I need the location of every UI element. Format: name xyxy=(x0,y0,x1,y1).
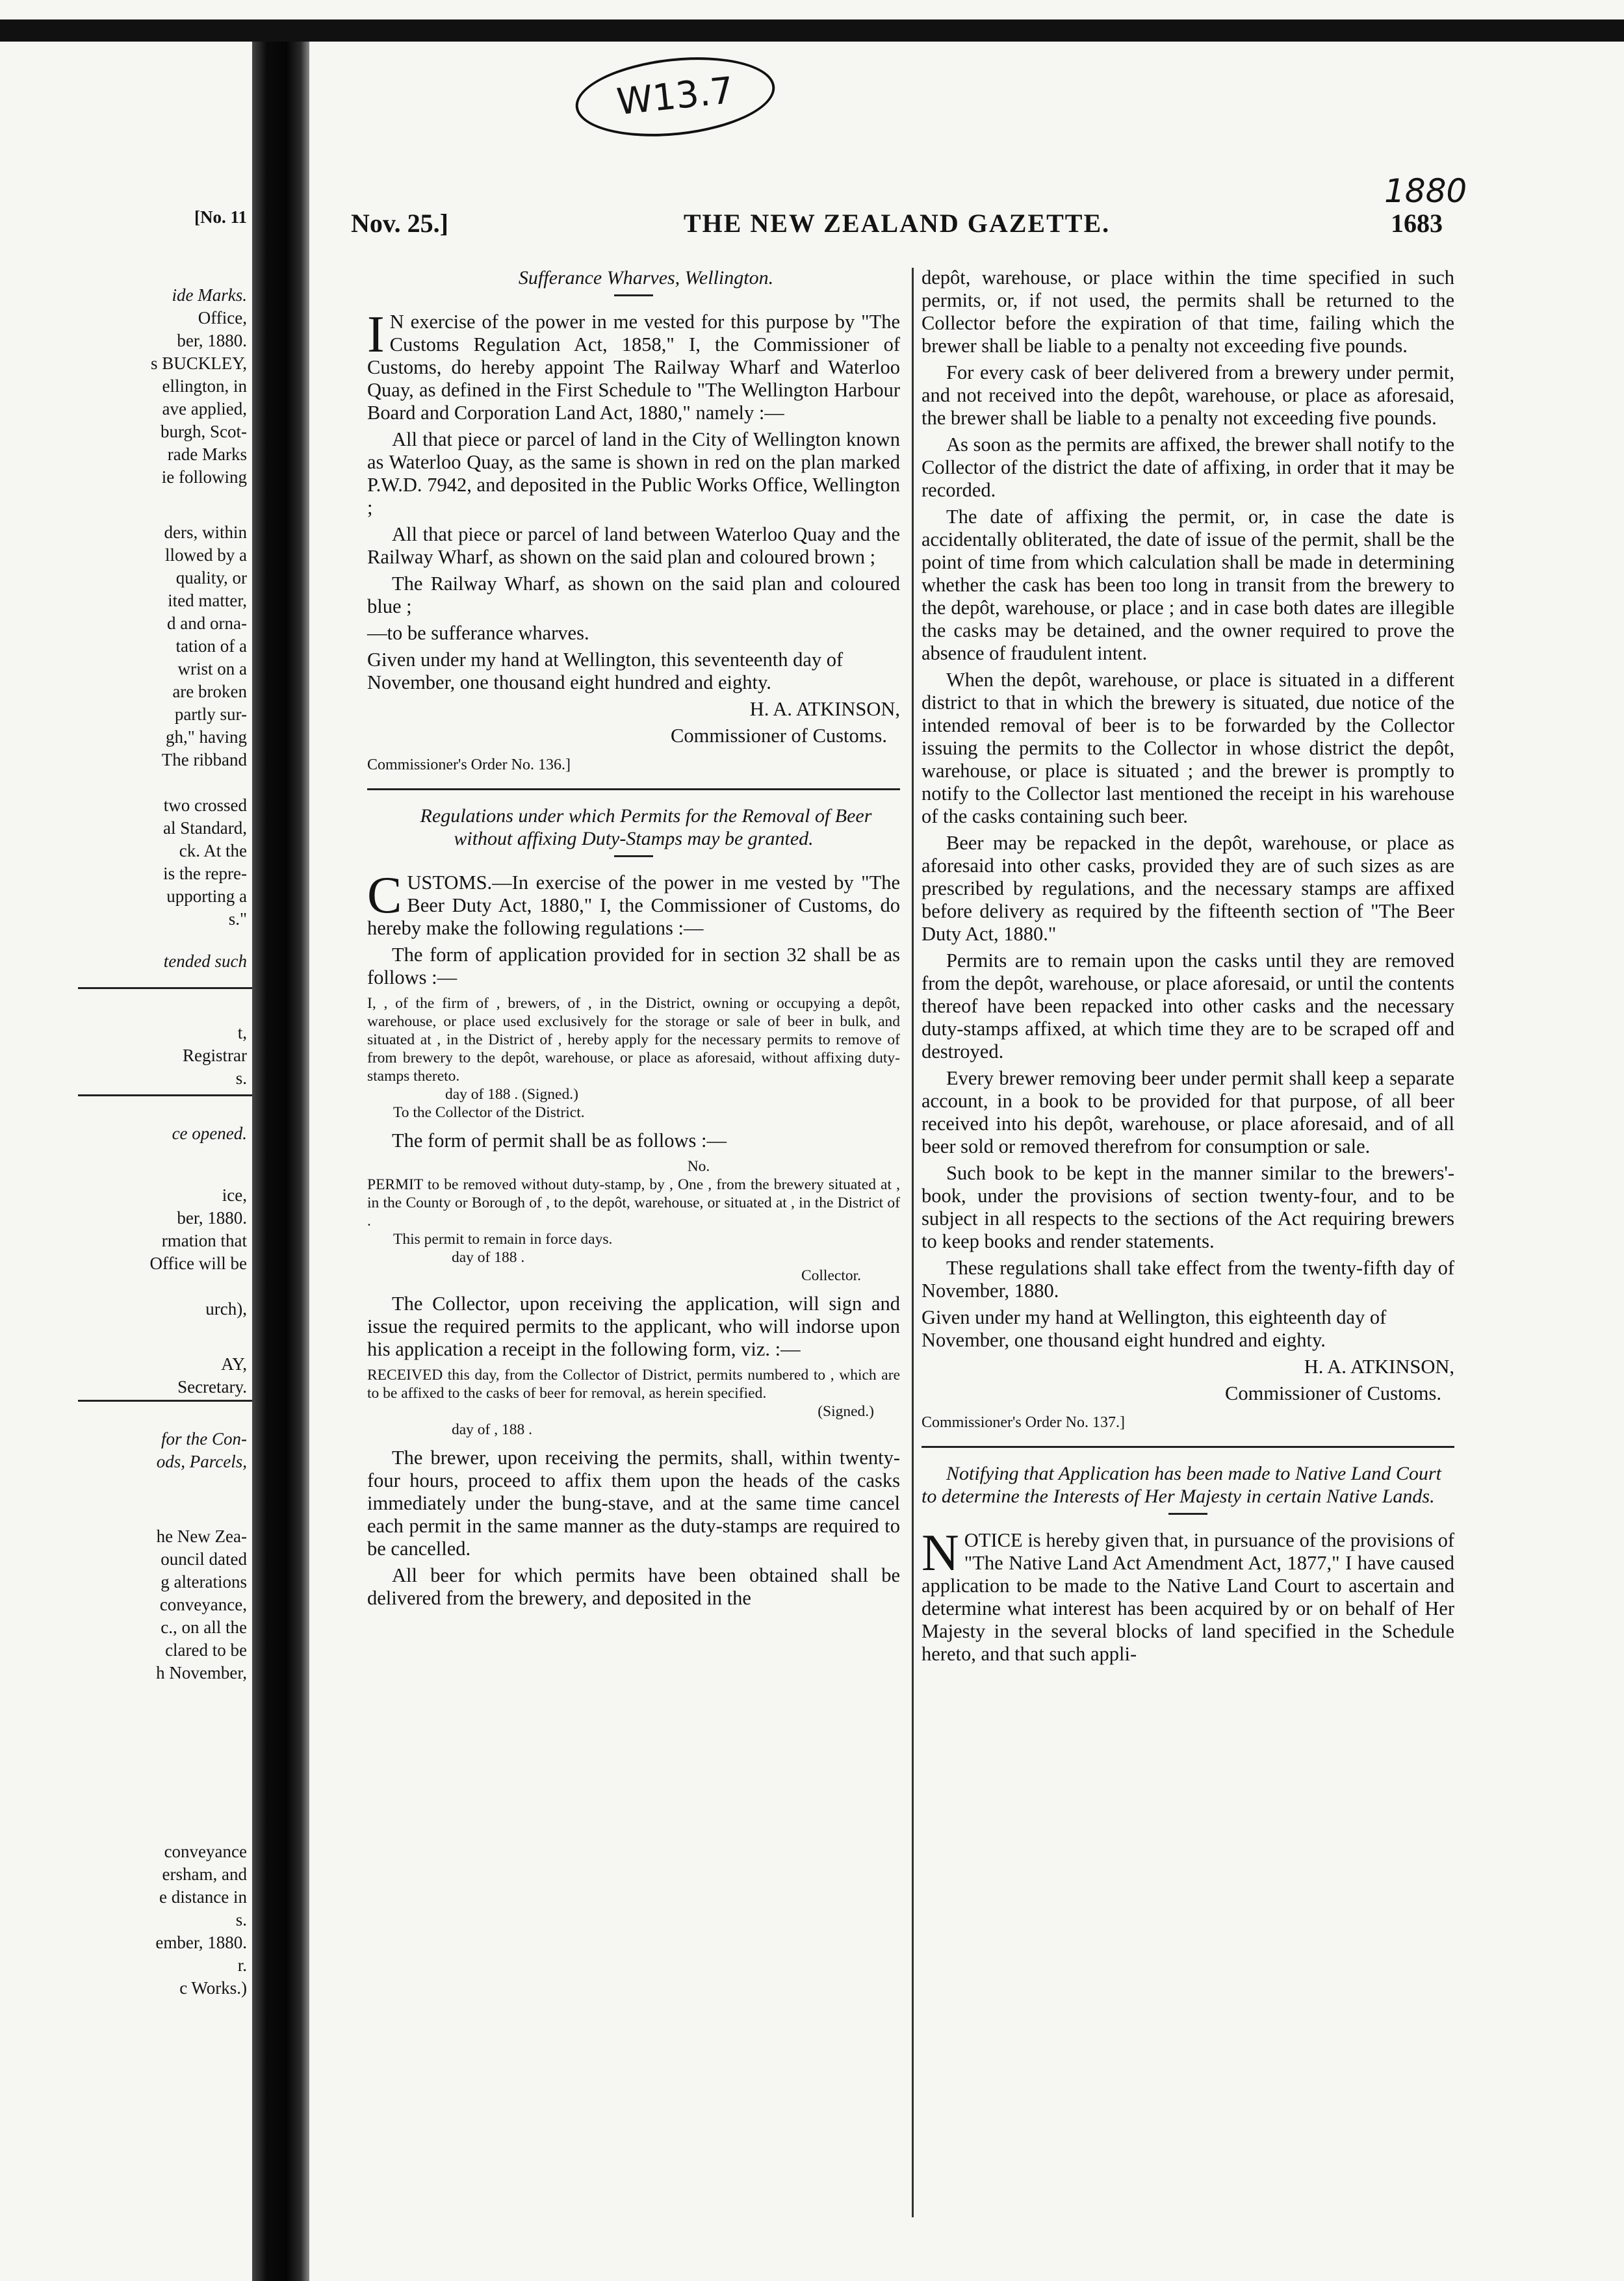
previous-column-line: c Works.) xyxy=(179,1978,247,1998)
application-form xyxy=(367,994,900,1122)
previous-column-line: ice, xyxy=(222,1185,247,1205)
previous-column-line: Office will be xyxy=(149,1254,247,1273)
previous-column-line: Office, xyxy=(198,308,247,328)
previous-column-line: ouncil dated xyxy=(161,1549,247,1569)
form-line: To the Collector of the District. xyxy=(393,1104,585,1121)
form-application-intro: The form of application provided for in section 32 shall be as follows :— xyxy=(367,944,900,988)
permit-form xyxy=(367,1157,900,1285)
top-border-rule xyxy=(0,19,1624,42)
brewer-paragraph: The brewer, upon receiving the permits, shall, within twenty-four hours, proceed to affix them upon the heads of the casks immediately under the bung-stave, and at the same time cancel each permit in the same manner as the duty-stamps are required to be cancelled. xyxy=(367,1447,900,1560)
previous-column-line: ersham, and xyxy=(162,1864,247,1884)
previous-column-line: AY, xyxy=(221,1354,247,1374)
previous-column-line: ave applied, xyxy=(162,399,247,419)
column-divider xyxy=(912,268,914,2217)
wharves-conclusion: —to be sufferance wharves. xyxy=(367,622,589,644)
previous-column-line: ber, 1880. xyxy=(177,1208,247,1228)
previous-column-line: c., on all the xyxy=(161,1617,247,1637)
previous-column-line: burgh, Scot- xyxy=(161,422,247,441)
regulations-heading: Regulations under which Permits for the Removal of Beer without affixing Duty-Stamps may be granted. xyxy=(420,805,872,849)
previous-column-line: quality, or xyxy=(175,568,247,587)
previous-column-line: conveyance, xyxy=(159,1595,247,1614)
previous-column-line: h November, xyxy=(156,1663,247,1682)
section-rule xyxy=(367,788,900,790)
order-number: Commissioner's Order No. 137.] xyxy=(922,1414,1125,1431)
previous-column-line: is the repre- xyxy=(163,864,247,883)
regulation-paragraph: Permits are to remain upon the casks until they are removed from the depôt, warehouse, or place aforesaid, or until the contents thereof have been repacked into other casks and the necessary duty-stamps affixed, at which time they are to be scraped off and destroyed. xyxy=(922,949,1454,1063)
previous-column-line: al Standard, xyxy=(163,818,247,838)
previous-column-line: ited matter, xyxy=(168,591,247,610)
previous-column-line: ellington, in xyxy=(162,376,247,396)
regulation-paragraph: As soon as the permits are affixed, the brewer shall notify to the Collector of the district the date of affixing, in order that it may be recorded. xyxy=(922,433,1454,501)
wharves-heading: Sufferance Wharves, Wellington. xyxy=(518,267,774,289)
previous-column-line: d and orna- xyxy=(167,613,247,633)
previous-column-line: ie following xyxy=(161,467,247,487)
regulation-paragraph: These regulations shall take effect from the twenty-fifth day of November, 1880. xyxy=(922,1257,1454,1302)
wharves-intro: I N exercise of the power in me vested for this purpose by "The Customs Regulation Act, 1858," I, the Commissioner of Customs, do hereby appoint The Railway Wharf and Waterloo Quay, as defined in the First Schedule to "The Wellington Harbour Board and Corporation Land Act, 1880," namely :— xyxy=(367,306,900,424)
regulation-paragraph: Such book to be kept in the manner similar to the brewers'-book, under the provisions of section twenty-four, and to be subject in all respects to the sections of the Act requiring brewers to keep books and render statements. xyxy=(922,1162,1454,1252)
previous-column-line: gh," having xyxy=(165,727,247,747)
heading-rule xyxy=(1168,1513,1207,1515)
previous-column-line: ders, within xyxy=(164,522,247,542)
previous-column-line: e distance in xyxy=(159,1887,247,1907)
previous-column-line: The ribband xyxy=(161,750,247,769)
beer-paragraph-start: All beer for which permits have been obtained shall be delivered from the brewery, and deposited in the xyxy=(367,1564,900,1609)
dropcap-c: C xyxy=(367,867,402,924)
previous-column-line: rmation that xyxy=(161,1231,247,1250)
given-under-hand: Given under my hand at Wellington, this eighteenth day of November, one thousand eight hundred and eighty. xyxy=(922,1306,1387,1351)
previous-column-line: s. xyxy=(235,1068,247,1088)
regulation-paragraph: Every brewer removing beer under permit shall keep a separate account, in a book to be provided for that purpose, of all beer received into his depôt, warehouse, or place aforesaid, and of all beer sold or removed therefrom for consumption or sale. xyxy=(922,1067,1454,1157)
gazette-title: THE NEW ZEALAND GAZETTE. xyxy=(683,209,1111,238)
regulation-paragraph: When the depôt, warehouse, or place is situated in a different district to that in which the brewery is situated, due notice of the intended removal of beer is to be forwarded by the Collector issuing the permits to the Collector in whose district the depôt, warehouse, or place is situated ; and the brewer is promptly to notify to the Collector last mentioned the receipt in his warehouse of the casks containing such beer. xyxy=(922,669,1454,827)
receipt-form xyxy=(367,1366,900,1439)
signatory-office: Commissioner of Customs. xyxy=(1225,1382,1441,1404)
page-number: 1683 xyxy=(1391,209,1443,238)
collector-paragraph: The Collector, upon receiving the application, will sign and issue the required permits to the applicant, who will indorse upon his application a receipt in the following form, viz. :— xyxy=(367,1293,900,1360)
native-land-notice: NOTICE is hereby given that, in pursuance of the provisions of "The Native Land Act Amendment Act, 1877," I have caused application to be made to the Native Land Court to ascertain and determine what interest has been acquired by or on behalf of Her Majesty in the several blocks of land specified in the Schedule hereto, and that such appli- xyxy=(922,1525,1454,1665)
wharves-paragraph: All that piece or parcel of land between Waterloo Quay and the Railway Wharf, as shown on the said plan and coloured brown ; xyxy=(367,523,900,568)
previous-column-line: he New Zea- xyxy=(156,1527,247,1546)
form-permit-intro: The form of permit shall be as follows :— xyxy=(392,1129,727,1152)
previous-column-line: ods, Parcels, xyxy=(156,1452,247,1471)
previous-column-line: ck. At the xyxy=(179,841,247,860)
previous-column-line: two crossed xyxy=(163,795,247,815)
previous-column-line: [No. 11 xyxy=(194,207,247,227)
previous-column-rule xyxy=(78,987,252,989)
form-line: (Signed.) xyxy=(818,1403,874,1420)
heading-rule xyxy=(614,294,653,296)
regulation-paragraph: The date of affixing the permit, or, in case the date is accidentally obliterated, the date of issue of the permit, shall be the point of time from which calculation shall be made in determining whether the cask has been too long in transit from the brewery to the depôt, warehouse, or place ; and in case both dates are illegible the casks may be detained, and the owner required to prove the absence of fraudulent intent. xyxy=(922,506,1454,664)
form-line: I, , of the firm of , brewers, of , in the District, owning or occupying a depôt, warehouse, or place used exclusively for the storage or sale of beer in bulk, and situated at , in the District of , hereby apply for the necessary permits to remove of from brewery to the depôt, warehouse, or place as aforesaid, without affixing duty-stamps thereto. xyxy=(367,995,900,1085)
previous-column-line: clared to be xyxy=(165,1640,247,1660)
previous-column-line: for the Con- xyxy=(161,1429,247,1449)
form-line: day of 188 . (Signed.) xyxy=(445,1086,578,1103)
previous-column-line: upporting a xyxy=(166,886,247,906)
previous-column-line: are broken xyxy=(172,682,247,701)
previous-column-line: r. xyxy=(237,1955,247,1975)
previous-column-rule xyxy=(78,1094,252,1096)
form-line: day of , 188 . xyxy=(452,1421,533,1438)
form-line: Collector. xyxy=(801,1267,861,1284)
regulation-paragraph: Beer may be repacked in the depôt, warehouse, or place as aforesaid into other casks, provided they are of such sizes as are prescribed by regulations, and the necessary stamps are affixed before delivery as required by the fifteenth section of "The Beer Duty Act, 1880." xyxy=(922,832,1454,945)
previous-column-line: tended such xyxy=(163,951,247,971)
signatory-name: H. A. ATKINSON, xyxy=(1304,1356,1454,1378)
beer-paragraph-continued: depôt, warehouse, or place within the time specified in such permits, or, if not used, the permits shall be returned to the Collector before the expiration of that time, failing which the brewer shall be liable to a penalty not exceeding five pounds. xyxy=(922,266,1454,357)
previous-column-line: urch), xyxy=(205,1299,247,1319)
previous-column-line: Secretary. xyxy=(177,1377,247,1397)
previous-page-column xyxy=(0,42,252,2281)
handwritten-circled-reference: W13.7 xyxy=(572,48,779,146)
dropcap-i: I xyxy=(367,306,385,363)
form-line: This permit to remain in force days. xyxy=(393,1231,613,1248)
header-date: Nov. 25.] xyxy=(351,209,448,238)
wharves-paragraph: All that piece or parcel of land in the City of Wellington known as Waterloo Quay, as the same is shown in red on the plan marked P.W.D. 7942, and deposited in the Public Works Office, Wellington ; xyxy=(367,428,900,519)
previous-column-line: ember, 1880. xyxy=(155,1933,247,1952)
regulations-intro: CUSTOMS.—In exercise of the power in me vested by "The Beer Duty Act, 1880," I, the Commissioner of Customs, do hereby make the following regulations :— xyxy=(367,867,900,939)
right-column xyxy=(922,266,1454,1669)
previous-column-line: s. xyxy=(235,1910,247,1929)
previous-column-line: wrist on a xyxy=(177,659,247,678)
dropcap-n: N xyxy=(922,1525,959,1582)
binding-gutter-shadow xyxy=(252,42,309,2281)
regulation-paragraph: For every cask of beer delivered from a brewery under permit, and not received into the depôt, warehouse, or place as aforesaid, the brewer shall be liable to a penalty not exceeding five pounds. xyxy=(922,361,1454,429)
form-line: RECEIVED this day, from the Collector of District, permits numbered to , which are to be affixed to the casks of beer for removal, as herein specified. xyxy=(367,1367,900,1402)
form-line: PERMIT to be removed without duty-stamp, by , One , from the brewery situated at , in the County or Borough of , to the depôt, warehouse, or situated at , in the District of . xyxy=(367,1176,900,1230)
handwritten-year: 1880 xyxy=(1384,172,1467,210)
section-rule xyxy=(922,1446,1454,1448)
previous-column-line: Registrar xyxy=(183,1046,247,1065)
given-under-hand: Given under my hand at Wellington, this seventeenth day of November, one thousand eight hundred and eighty. xyxy=(367,649,844,693)
previous-column-line: g alterations xyxy=(161,1572,247,1592)
heading-rule xyxy=(614,855,653,857)
previous-column-line: t, xyxy=(237,1023,247,1042)
left-column xyxy=(367,266,900,1614)
wharves-paragraph: The Railway Wharf, as shown on the said plan and coloured blue ; xyxy=(367,573,900,617)
previous-column-line: tation of a xyxy=(175,636,247,656)
form-line: No. xyxy=(687,1158,710,1175)
native-land-heading: Notifying that Application has been made to Native Land Court to determine the Interests of Her Majesty in certain Native Lands. xyxy=(922,1463,1441,1507)
previous-column-line: s BUCKLEY, xyxy=(150,354,247,373)
signatory-office: Commissioner of Customs. xyxy=(671,725,887,747)
previous-column-line: ce opened. xyxy=(172,1124,247,1143)
form-line: day of 188 . xyxy=(452,1249,525,1266)
signatory-name: H. A. ATKINSON, xyxy=(749,698,900,720)
previous-column-line: llowed by a xyxy=(165,545,247,565)
previous-column-line: rade Marks xyxy=(167,445,247,464)
previous-column-line: ide Marks. xyxy=(172,285,247,305)
page-header xyxy=(351,208,1443,253)
order-number: Commissioner's Order No. 136.] xyxy=(367,756,571,773)
previous-column-rule xyxy=(78,1400,252,1402)
previous-column-line: s." xyxy=(228,909,247,929)
previous-column-line: ber, 1880. xyxy=(177,331,247,350)
previous-column-line: conveyance xyxy=(164,1842,247,1861)
previous-column-line: partly sur- xyxy=(174,704,247,724)
